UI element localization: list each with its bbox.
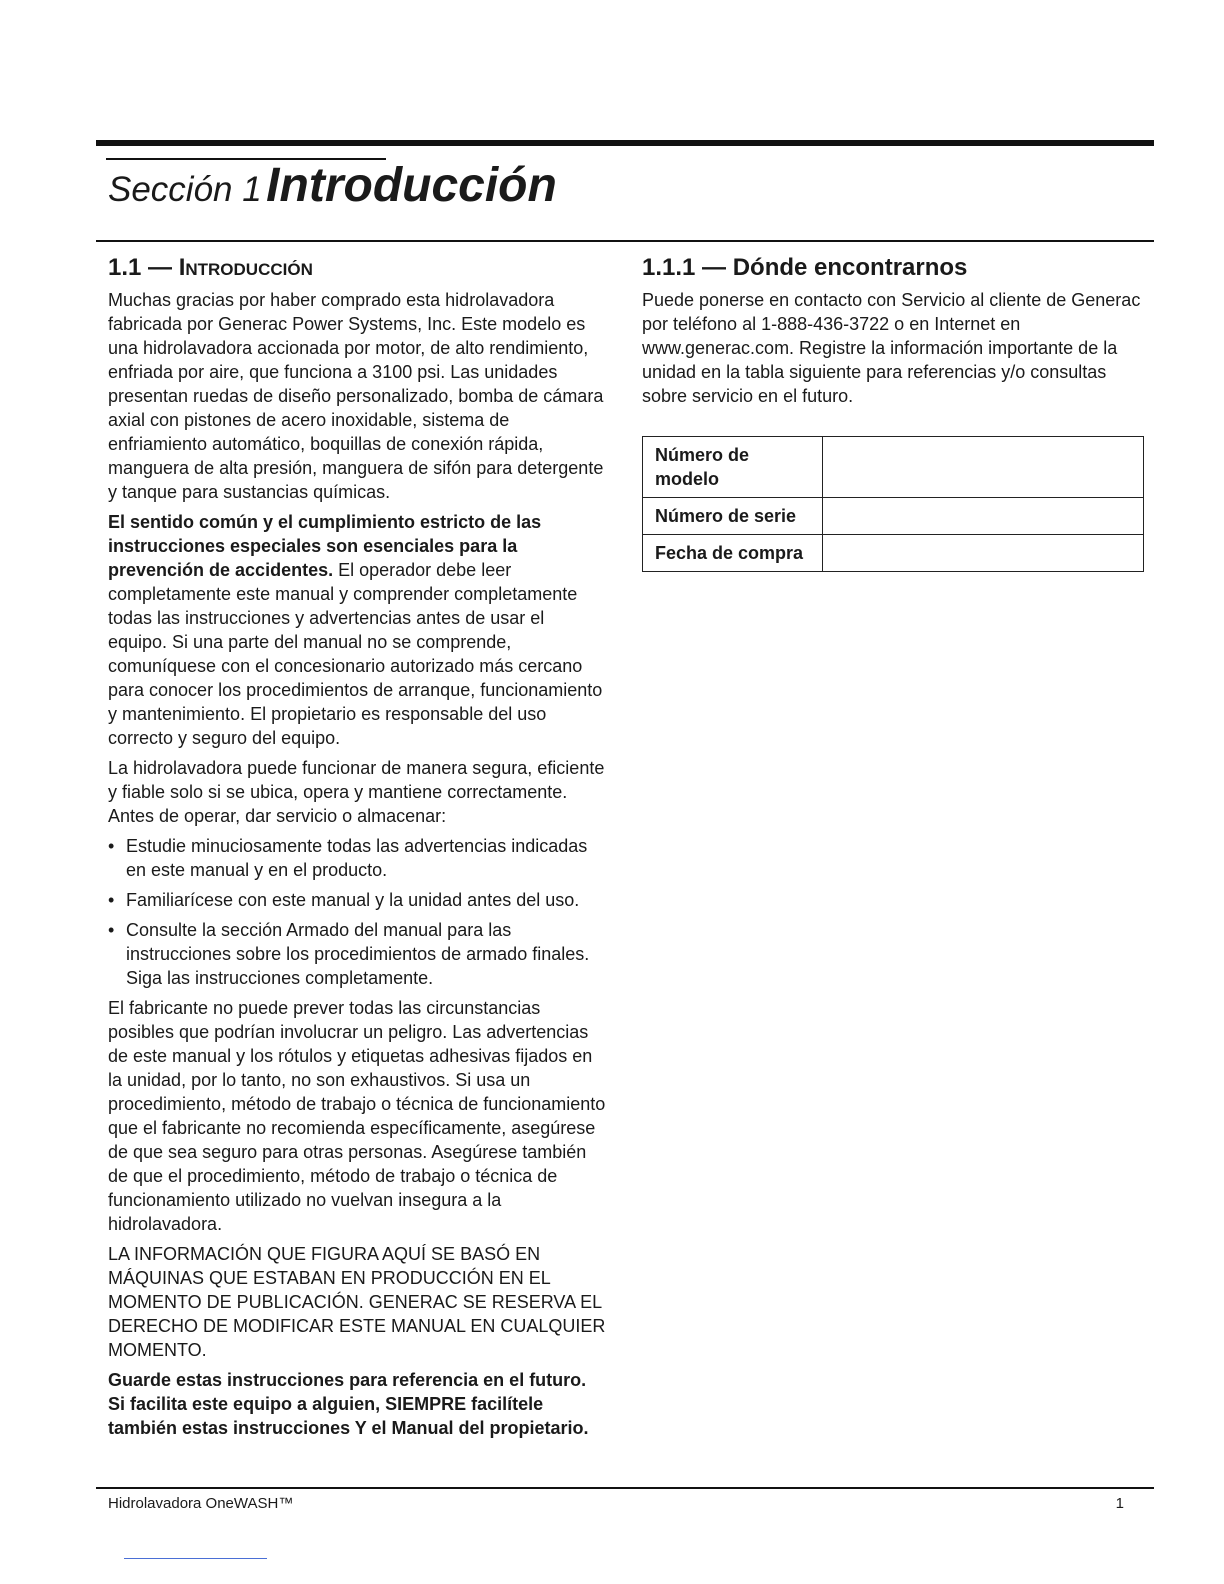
top-rule (96, 140, 1154, 146)
serial-number-label: Número de serie (643, 498, 823, 535)
purchase-date-value (823, 535, 1144, 572)
intro-heading (108, 254, 606, 282)
page-number: 1 (1115, 1495, 1124, 1512)
intro-paragraph-5: LA INFORMACIÓN QUE FIGURA AQUÍ SE BASÓ EN MÁQUINAS QUE ESTABAN EN PRODUCCIÓN EN EL MOMENTO DE PUBLICACIÓN. GENERAC SE RESERVA EL DERECHO DE MODIFICAR ESTE MANUAL EN CUALQUIER MOMENTO. (108, 1244, 606, 1360)
section-heading: Introducción (266, 159, 557, 212)
section-divider (96, 240, 1154, 242)
section-title (108, 158, 557, 213)
model-number-label: Número de modelo (643, 437, 823, 498)
right-column (642, 254, 1146, 572)
intro-paragraph-3: La hidrolavadora puede funcionar de manera segura, eficiente y fiable solo si se ubica, opera y mantiene correctamente. Antes de operar, dar servicio o almacenar: (108, 758, 605, 826)
serial-number-value (823, 498, 1144, 535)
decorative-underline (124, 1558, 267, 1559)
list-item: • Consulte la sección Armado del manual para las instrucciones sobre los procedimientos de armado finales. Siga las instrucciones completamente. (108, 918, 606, 990)
table-row (643, 535, 1144, 572)
purchase-date-label: Fecha de compra (643, 535, 823, 572)
intro-heading-text: Introducción (178, 254, 313, 281)
safety-emphasis: El sentido común y el cumplimiento estricto de las instrucciones especiales son esenciales para la prevención de accidentes. (108, 512, 542, 580)
keep-instructions-note: Guarde estas instrucciones para referencia en el futuro. Si facilita este equipo a alguien, SIEMPRE facilítele también estas instrucciones Y el Manual del propietario. (108, 1370, 589, 1438)
registration-table (642, 436, 1144, 572)
intro-paragraph-1: Muchas gracias por haber comprado esta hidrolavadora fabricada por Generac Power Systems, Inc. Este modelo es una hidrolavadora accionada por motor, de alto rendimiento, enfriada por aire, que funciona a 3100 psi. Las unidades presentan ruedas de diseño personalizado, bomba de cámara axial con pistones de acero inoxidable, sistema de enfriamiento automático, boquillas de conexión rápida, manguera de alta presión, manguera de sifón para detergente y tanque para sustancias químicas. (108, 290, 604, 502)
intro-paragraph-2 (108, 510, 606, 750)
model-number-value (823, 437, 1144, 498)
intro-paragraph-4: El fabricante no puede prever todas las circunstancias posibles que podrían involucrar un peligro. Las advertencias de este manual y los rótulos y etiquetas adhesivas fijados en la unidad, por lo tanto, no son exhaustivos. Si usa un procedimiento, método de trabajo o técnica de funcionamiento que el fabricante no recomienda específicamente, asegúrese de que sea seguro para otras personas. Asegúrese también de que el procedimiento, método de trabajo o técnica de funcionamiento utilizado no vuelvan insegura a la hidrolavadora. (108, 998, 606, 1234)
section-label: Sección 1 (108, 170, 262, 209)
instruction-list (108, 834, 606, 990)
left-column (108, 254, 606, 1446)
intro-paragraph-2-rest: El operador debe leer completamente este manual y comprender completamente todas las instrucciones y advertencias antes de usar el equipo. Si una parte del manual no se comprende, comuníquese con el concesionario autorizado más cercano para conocer los procedimientos de arranque, funcionamiento y mantenimiento. El propietario es responsable del uso correcto y seguro del equipo. (108, 560, 603, 748)
footer-product-name: Hidrolavadora OneWASH™ (108, 1495, 294, 1512)
contact-paragraph: Puede ponerse en contacto con Servicio al cliente de Generac por teléfono al 1-888-436-3722 o en Internet en www.generac.com. Registre la información importante de la unidad en la tabla siguiente para referencias y/o consultas sobre servicio en el futuro. (642, 290, 1141, 406)
list-item: • Familiarícese con este manual y la unidad antes del uso. (108, 888, 606, 912)
contact-heading: 1.1.1 — Dónde encontrarnos (642, 254, 968, 281)
intro-heading-number: 1.1 — (108, 254, 173, 281)
table-row (643, 437, 1144, 498)
footer-rule (96, 1487, 1154, 1489)
list-item: • Estudie minuciosamente todas las advertencias indicadas en este manual y en el producto. (108, 834, 606, 882)
table-row (643, 498, 1144, 535)
intro-paragraph-6 (108, 1368, 606, 1440)
